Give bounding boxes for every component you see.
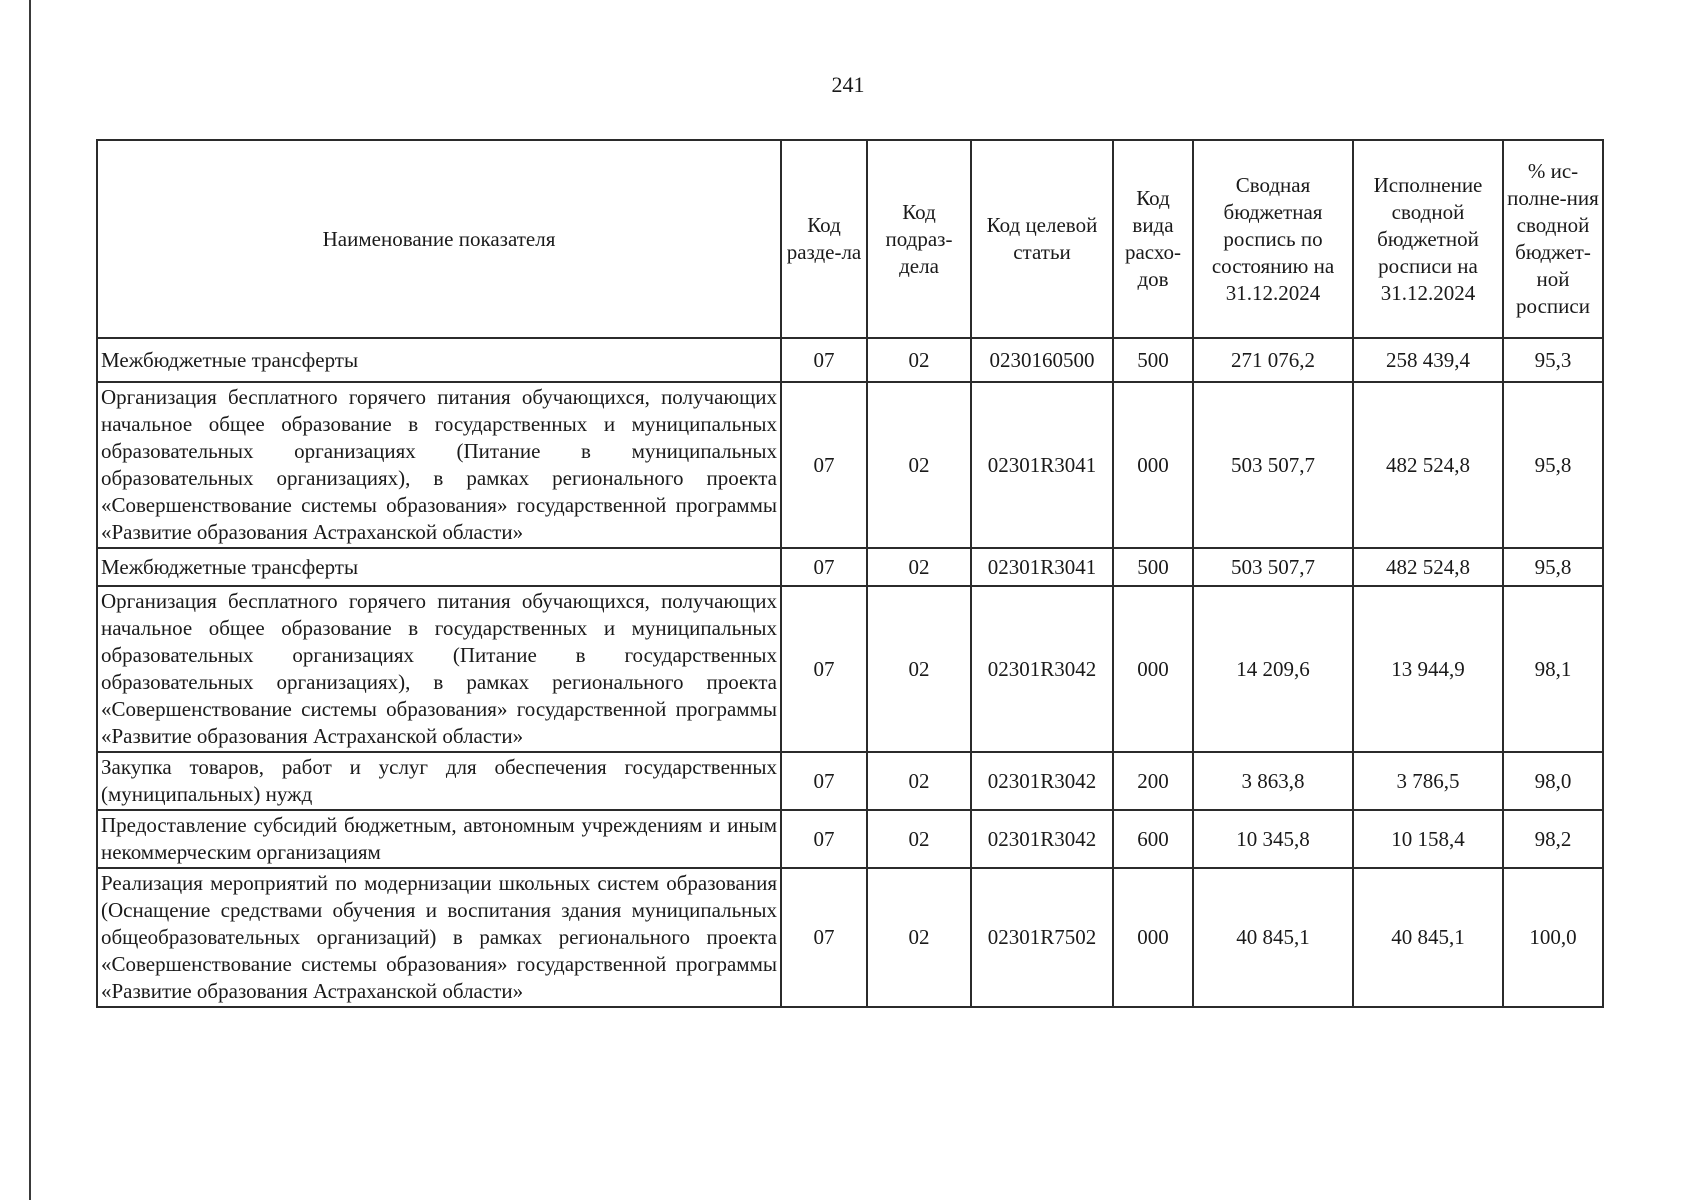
header-row xyxy=(97,140,1603,338)
header-section xyxy=(781,140,867,338)
row-name: Реализация мероприятий по модернизации школьных систем образования (Оснащение средствами обучения и воспитания здания муниципальных общеобразовательных организаций) в рамках регионального проекта «Совершенствование системы образования» государственной программы «Развитие образования Астраханской области» xyxy=(97,868,781,1007)
table-row xyxy=(97,548,1603,586)
header-percent-label: % ис-полне-ния сводной бюджет-ной росписи xyxy=(1507,159,1599,318)
row-section: 07 xyxy=(781,810,867,868)
row-name: Межбюджетные трансферты xyxy=(97,548,781,586)
row-expense: 000 xyxy=(1113,868,1193,1007)
row-plan: 503 507,7 xyxy=(1193,548,1353,586)
table-row xyxy=(97,586,1603,752)
table-row xyxy=(97,752,1603,810)
table-row xyxy=(97,810,1603,868)
row-expense: 500 xyxy=(1113,338,1193,382)
row-percent: 100,0 xyxy=(1503,868,1603,1007)
header-plan-label: Сводная бюджетная роспись по состоянию на 31.12.2024 xyxy=(1211,172,1335,305)
header-subsection xyxy=(867,140,971,338)
row-name: Организация бесплатного горячего питания обучающихся, получающих начальное общее образование в государственных и муниципальных образовательных организациях (Питание в государственных образовательных организациях), в рамках регионального проекта «Совершенствование системы образования» государственной программы «Развитие образования Астраханской области» xyxy=(97,586,781,752)
row-execution: 482 524,8 xyxy=(1353,548,1503,586)
row-subsection: 02 xyxy=(867,752,971,810)
row-expense: 000 xyxy=(1113,382,1193,548)
row-plan: 40 845,1 xyxy=(1193,868,1353,1007)
row-name: Закупка товаров, работ и услуг для обеспечения государственных (муниципальных) нужд xyxy=(97,752,781,810)
row-target: 02301R3041 xyxy=(971,548,1113,586)
table-row xyxy=(97,868,1603,1007)
row-section: 07 xyxy=(781,548,867,586)
header-execution-label: Исполнение сводной бюджетной росписи на 31.12.2024 xyxy=(1373,172,1483,305)
budget-table xyxy=(96,139,1604,1008)
row-subsection: 02 xyxy=(867,338,971,382)
row-execution: 258 439,4 xyxy=(1353,338,1503,382)
row-subsection: 02 xyxy=(867,382,971,548)
row-plan: 503 507,7 xyxy=(1193,382,1353,548)
table-body xyxy=(97,338,1603,1007)
row-plan: 10 345,8 xyxy=(1193,810,1353,868)
row-section: 07 xyxy=(781,868,867,1007)
row-target: 02301R3041 xyxy=(971,382,1113,548)
header-name xyxy=(97,140,781,338)
row-name: Межбюджетные трансферты xyxy=(97,338,781,382)
row-expense: 200 xyxy=(1113,752,1193,810)
page-margin-line xyxy=(29,0,31,1200)
header-name-label: Наименование показателя xyxy=(322,226,556,251)
row-execution: 13 944,9 xyxy=(1353,586,1503,752)
row-section: 07 xyxy=(781,752,867,810)
header-section-label: Код разде-ла xyxy=(786,213,862,264)
row-plan: 271 076,2 xyxy=(1193,338,1353,382)
row-section: 07 xyxy=(781,382,867,548)
table-row xyxy=(97,382,1603,548)
row-name: Предоставление субсидий бюджетным, автономным учреждениям и иным некоммерческим организациям xyxy=(97,810,781,868)
header-target xyxy=(971,140,1113,338)
row-expense: 000 xyxy=(1113,586,1193,752)
row-expense: 600 xyxy=(1113,810,1193,868)
row-subsection: 02 xyxy=(867,868,971,1007)
row-subsection: 02 xyxy=(867,810,971,868)
header-expense-label: Код вида расхо-дов xyxy=(1124,186,1182,291)
table-row xyxy=(97,338,1603,382)
header-execution xyxy=(1353,140,1503,338)
row-plan: 3 863,8 xyxy=(1193,752,1353,810)
row-target: 02301R7502 xyxy=(971,868,1113,1007)
row-expense: 500 xyxy=(1113,548,1193,586)
row-target: 02301R3042 xyxy=(971,752,1113,810)
row-subsection: 02 xyxy=(867,548,971,586)
header-target-label: Код целевой статьи xyxy=(986,213,1098,264)
header-plan xyxy=(1193,140,1353,338)
header-expense xyxy=(1113,140,1193,338)
header-subsection-label: Код подраз-дела xyxy=(885,199,953,278)
row-percent: 98,2 xyxy=(1503,810,1603,868)
row-section: 07 xyxy=(781,586,867,752)
row-percent: 98,1 xyxy=(1503,586,1603,752)
row-plan: 14 209,6 xyxy=(1193,586,1353,752)
row-target: 0230160500 xyxy=(971,338,1113,382)
row-execution: 3 786,5 xyxy=(1353,752,1503,810)
row-percent: 95,3 xyxy=(1503,338,1603,382)
row-execution: 40 845,1 xyxy=(1353,868,1503,1007)
header-percent xyxy=(1503,140,1603,338)
table-header xyxy=(97,140,1603,338)
row-percent: 95,8 xyxy=(1503,548,1603,586)
row-execution: 482 524,8 xyxy=(1353,382,1503,548)
row-execution: 10 158,4 xyxy=(1353,810,1503,868)
row-target: 02301R3042 xyxy=(971,586,1113,752)
row-section: 07 xyxy=(781,338,867,382)
row-percent: 95,8 xyxy=(1503,382,1603,548)
row-percent: 98,0 xyxy=(1503,752,1603,810)
row-name: Организация бесплатного горячего питания обучающихся, получающих начальное общее образование в государственных и муниципальных образовательных организациях (Питание в муниципальных образовательных организациях), в рамках регионального проекта «Совершенствование системы образования» государственной программы «Развитие образования Астраханской области» xyxy=(97,382,781,548)
page-number: 241 xyxy=(831,72,865,97)
row-subsection: 02 xyxy=(867,586,971,752)
row-target: 02301R3042 xyxy=(971,810,1113,868)
